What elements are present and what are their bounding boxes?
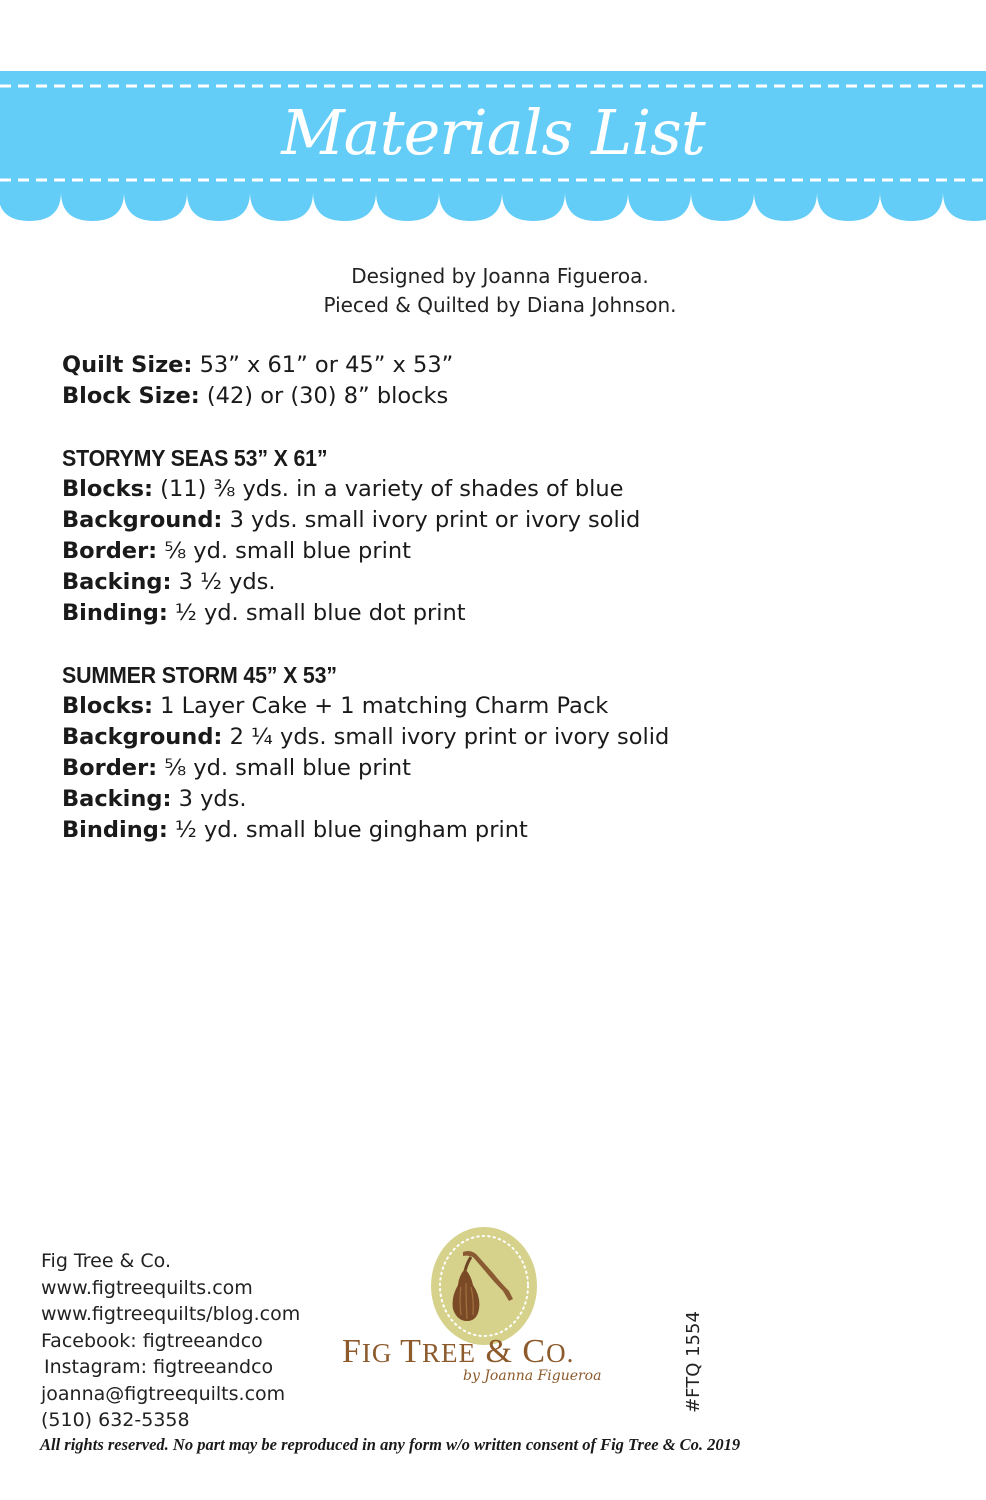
- email-link[interactable]: joanna@figtreequilts.com: [41, 1382, 286, 1405]
- page-title: Materials List: [281, 96, 705, 169]
- material-label: Backing:: [62, 569, 172, 595]
- copyright-notice: All rights reserved. No part may be reproduced in any form w/o written consent of Fig Tree & Co. 2019: [40, 1435, 741, 1454]
- quilt-size-line: [62, 350, 942, 381]
- material-item: [62, 505, 942, 536]
- contact-info: [41, 1248, 300, 1434]
- material-label: Border:: [62, 538, 158, 564]
- fig-tree-logo: [330, 1224, 650, 1394]
- material-item: [62, 784, 942, 815]
- material-item: [62, 722, 942, 753]
- material-label: Backing:: [62, 786, 172, 812]
- quilter-credit: Pieced & Quilted by Diana Johnson.: [323, 293, 677, 317]
- material-value: ⅝ yd. small blue print: [157, 538, 411, 564]
- pattern-sku: #FTQ 1554: [683, 1311, 704, 1413]
- spacer: [62, 412, 942, 443]
- material-item: [62, 536, 942, 567]
- company-name: Fig Tree & Co.: [41, 1250, 172, 1272]
- material-item: [62, 691, 942, 722]
- material-item: [62, 815, 942, 846]
- blog-link[interactable]: www.figtreequilts/blog.com: [41, 1303, 301, 1325]
- material-value: 3 yds. small ivory print or ivory solid: [222, 507, 641, 533]
- credits: [0, 262, 986, 320]
- block-size-value: (42) or (30) 8” blocks: [199, 383, 449, 409]
- material-item: [62, 598, 942, 629]
- material-value: ⅝ yd. small blue print: [157, 755, 411, 781]
- block-size-label: Block Size:: [62, 383, 200, 409]
- material-value: 2 ¼ yds. small ivory print or ivory solid: [222, 724, 670, 750]
- material-label: Background:: [62, 724, 223, 750]
- material-item: [62, 567, 942, 598]
- material-label: Blocks:: [62, 693, 154, 719]
- logo-byline: by Joanna Figueroa: [463, 1368, 602, 1384]
- instagram-handle: Instagram: figtreeandco: [44, 1356, 274, 1378]
- phone-number: (510) 632-5358: [41, 1409, 190, 1431]
- designer-credit: Designed by Joanna Figueroa.: [351, 264, 649, 288]
- quilt-size-label: Quilt Size:: [62, 352, 193, 378]
- logo-wordmark: FIG TREE & CO.: [342, 1333, 575, 1370]
- material-label: Border:: [62, 755, 158, 781]
- section-heading: SUMMER STORM 45” X 53”: [62, 662, 337, 688]
- material-value: ½ yd. small blue dot print: [167, 600, 466, 626]
- materials-list-banner: [0, 71, 986, 223]
- section-summer-storm: [62, 660, 942, 846]
- section-heading: STORYMY SEAS 53” X 61”: [62, 445, 328, 471]
- block-size-line: [62, 381, 942, 412]
- materials-content: [62, 350, 942, 846]
- material-label: Binding:: [62, 817, 168, 843]
- quilt-size-value: 53” x 61” or 45” x 53”: [192, 352, 454, 378]
- material-label: Blocks:: [62, 476, 154, 502]
- material-item: [62, 474, 942, 505]
- material-value: 3 yds.: [171, 786, 247, 812]
- material-value: 3 ½ yds.: [171, 569, 276, 595]
- material-value: ½ yd. small blue gingham print: [167, 817, 528, 843]
- spacer: [62, 629, 942, 660]
- material-label: Background:: [62, 507, 223, 533]
- material-label: Binding:: [62, 600, 168, 626]
- facebook-handle: Facebook: figtreeandco: [41, 1329, 263, 1352]
- section-storymy-seas: [62, 443, 942, 629]
- fig-icon: [431, 1227, 537, 1345]
- material-item: [62, 753, 942, 784]
- material-value: 1 Layer Cake + 1 matching Charm Pack: [153, 693, 609, 719]
- website-link[interactable]: www.figtreequilts.com: [41, 1276, 253, 1299]
- material-value: (11) ⅜ yds. in a variety of shades of blue: [153, 476, 624, 502]
